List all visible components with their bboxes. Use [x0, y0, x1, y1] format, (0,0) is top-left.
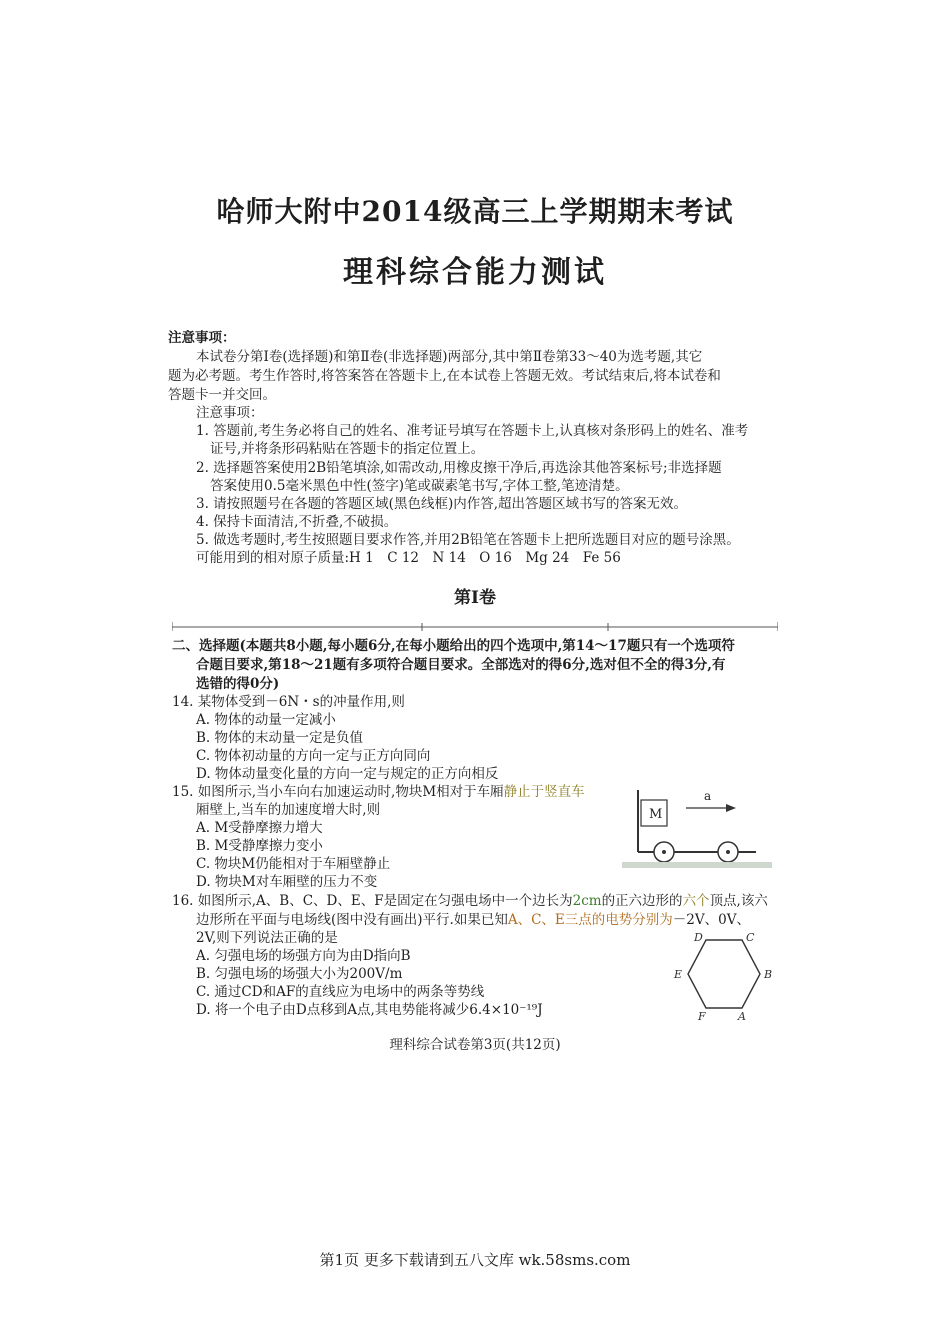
site-footer: 第1页 更多下载请到五八文库 wk.58sms.com — [319, 1251, 631, 1269]
q15-arrow-label: a — [704, 789, 712, 803]
q16-option-a: A. 匀强电场的场强方向为由D指向B — [196, 948, 411, 964]
q14-option-a: A. 物体的动量一定减小 — [196, 712, 336, 728]
q16-stem-2 — [196, 911, 750, 929]
section-instruction-1: 二、选择题(本题共8小题,每小题6分,在每小题给出的四个选项中,第14～17题只有一个选项符 — [172, 638, 735, 654]
section-instruction-2: 合题目要求,第18～21题有多项符合题目要求。全部选对的得6分,选对但不全的得3分,有 — [196, 657, 726, 673]
q15-stem-1a: 15. 如图所示,当小车向右加速运动时,物块M相对于车厢 — [172, 784, 504, 800]
q15-block-label: M — [649, 807, 663, 822]
q15-option-b: B. M受静摩擦力变小 — [196, 838, 323, 854]
section-title: 第Ⅰ卷 — [454, 588, 496, 608]
atomic-masses: 可能用到的相对原子质量:H 1 C 12 N 14 O 16 Mg 24 Fe 56 — [196, 550, 621, 566]
q15-option-d: D. 物块M对车厢壁的压力不变 — [196, 874, 378, 890]
q15-stem-1b: 静止于竖直车 — [503, 784, 585, 800]
notice-line-2: 题为必考题。考生作答时,将答案答在答题卡上,在本试卷上答题无效。考试结束后,将本试卷和 — [168, 368, 721, 384]
q15-figure-cart — [618, 780, 776, 870]
notice-item-2b: 答案使用0.5毫米黑色中性(签字)笔或碳素笔书写,字体工整,笔迹清楚。 — [210, 478, 629, 494]
q16-stem-1a: 16. 如图所示,A、B、C、D、E、F是固定在匀强电场中一个边长为 — [172, 893, 573, 909]
q14-option-d: D. 物体动量变化量的方向一定与规定的正方向相反 — [196, 766, 499, 782]
q16-stem-2d: －2V、0V、 — [672, 912, 750, 928]
q16-option-b: B. 匀强电场的场强大小为200V/m — [196, 966, 403, 982]
q16-stem-1b: 2cm — [572, 893, 602, 909]
q16-option-d: D. 将一个电子由D点移到A点,其电势能将减少6.4×10⁻¹⁹J — [196, 1002, 543, 1018]
hex-label-e: E — [674, 968, 683, 981]
notice-item-5: 5. 做选考题时,考生按照题目要求作答,并用2B铅笔在答题卡上把所选题目对应的题号涂黑。 — [196, 532, 740, 548]
notice-line-1: 本试卷分第Ⅰ卷(选择题)和第Ⅱ卷(非选择题)两部分,其中第Ⅱ卷第33～40为选考题,其它 — [196, 349, 703, 365]
notice-item-1b: 证号,并将条形码粘贴在答题卡的指定位置上。 — [210, 441, 485, 457]
q16-stem-2b: A、C、E — [507, 912, 565, 928]
q16-stem-1d: 六个 — [682, 893, 710, 909]
q14-option-c: C. 物体初动量的方向一定与正方向同向 — [196, 748, 431, 764]
q16-stem-1e: 顶点,该六 — [709, 893, 768, 909]
exam-page-footer: 理科综合试卷第3页(共12页) — [389, 1037, 561, 1053]
section-ruler — [172, 621, 778, 631]
notice-item-1: 1. 答题前,考生务必将自己的姓名、准考证号填写在答题卡上,认真核对条形码上的姓名、准考 — [196, 423, 749, 439]
q16-stem-1c: 的正六边形的 — [601, 893, 683, 909]
q15-stem-2: 厢壁上,当车的加速度增大时,则 — [196, 802, 381, 818]
q15-option-c: C. 物块M仍能相对于车厢壁静止 — [196, 856, 391, 872]
notice-item-4: 4. 保持卡面清洁,不折叠,不破损。 — [196, 514, 398, 530]
hex-label-f: F — [698, 1010, 706, 1022]
hex-label-a: A — [738, 1010, 746, 1022]
q16-stem-1 — [172, 892, 768, 910]
q16-stem-2c: 三点的电势分别为 — [564, 912, 673, 928]
hex-label-c: C — [746, 931, 755, 944]
notice-line-3: 答题卡一并交回。 — [168, 387, 276, 403]
q14-stem: 14. 某物体受到－6N・s的冲量作用,则 — [172, 694, 405, 710]
notice-heading: 注意事项： — [168, 330, 236, 346]
q16-stem-3: 2V,则下列说法正确的是 — [196, 930, 338, 946]
notice-sub-heading: 注意事项： — [196, 405, 264, 421]
hexagon-shape — [688, 940, 760, 1008]
section-instruction-3: 选错的得0分) — [196, 676, 280, 692]
q16-stem-2a: 边形所在平面与电场线(图中没有画出)平行.如果已知 — [196, 912, 508, 928]
exam-title: 哈师大附中2014级高三上学期期末考试 — [216, 195, 734, 228]
hex-label-b: B — [764, 968, 773, 981]
q16-option-c: C. 通过CD和AF的直线应为电场中的两条等势线 — [196, 984, 485, 1000]
q15-stem-1 — [172, 783, 585, 801]
exam-subtitle: 理科综合能力测试 — [343, 255, 607, 290]
q14-option-b: B. 物体的末动量一定是负值 — [196, 730, 364, 746]
hex-label-d: D — [694, 931, 703, 944]
q16-figure-hexagon — [666, 928, 776, 1022]
notice-item-3: 3. 请按照题号在各题的答题区域(黑色线框)内作答,超出答题区域书写的答案无效。 — [196, 496, 687, 512]
q15-option-a: A. M受静摩擦力增大 — [196, 820, 323, 836]
q15-ground — [622, 862, 772, 868]
notice-item-2: 2. 选择题答案使用2B铅笔填涂,如需改动,用橡皮擦干净后,再选涂其他答案标号;非选择题 — [196, 460, 722, 476]
